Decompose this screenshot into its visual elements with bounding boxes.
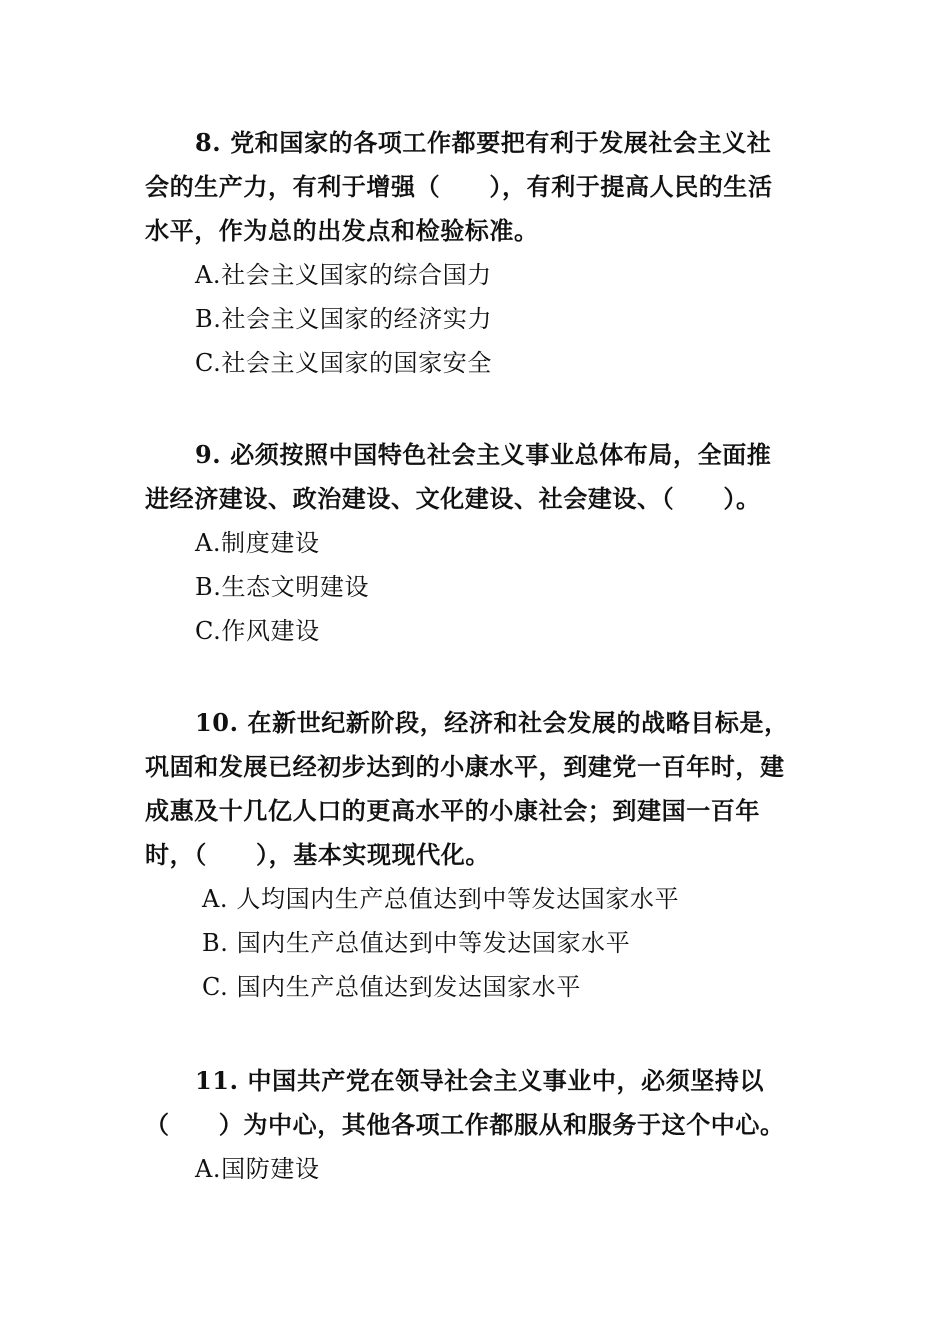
option-text: 社会主义国家的经济实力 <box>221 305 493 333</box>
option-key: C. <box>195 349 222 377</box>
option-a <box>145 253 795 297</box>
option-text: 制度建设 <box>221 529 320 557</box>
question-10 <box>145 701 795 1009</box>
option-key: A. <box>195 261 222 289</box>
option-b <box>145 565 795 609</box>
question-stem: 8. 党和国家的各项工作都要把有利于发展社会主义社会的生产力，有利于增强（ ），有利于提高人民的生活水平，作为总的出发点和检验标准。 <box>145 128 773 245</box>
option-key: C. <box>202 973 237 1001</box>
question-stem: 9. 必须按照中国特色社会主义事业总体布局，全面推进经济建设、政治建设、文化建设、社会建设、（ ）。 <box>145 440 772 513</box>
option-text: 人均国内生产总值达到中等发达国家水平 <box>236 885 680 913</box>
option-text: 社会主义国家的国家安全 <box>221 349 492 377</box>
option-text: 生态文明建设 <box>221 573 370 601</box>
question-8 <box>145 121 795 385</box>
option-c <box>145 965 795 1009</box>
option-key: B. <box>195 305 222 333</box>
option-text: 国防建设 <box>221 1155 320 1183</box>
option-b <box>145 921 795 965</box>
option-text: 国内生产总值达到中等发达国家水平 <box>236 929 631 957</box>
option-a <box>145 877 795 921</box>
option-key: A. <box>195 529 222 557</box>
question-9 <box>145 433 795 653</box>
option-b <box>145 297 795 341</box>
option-a <box>145 1147 795 1191</box>
option-a <box>145 521 795 565</box>
option-key: C. <box>195 617 222 645</box>
option-text: 国内生产总值达到发达国家水平 <box>236 973 581 1001</box>
option-text: 作风建设 <box>221 617 320 645</box>
question-11 <box>145 1059 795 1191</box>
question-stem: 11. 中国共产党在领导社会主义事业中，必须坚持以（ ）为中心，其他各项工作都服从和服务于这个中心。 <box>145 1066 785 1139</box>
option-key: A. <box>195 1155 222 1183</box>
option-c <box>145 341 795 385</box>
option-text: 社会主义国家的综合国力 <box>221 261 492 289</box>
option-c <box>145 609 795 653</box>
option-key: B. <box>195 573 222 601</box>
question-stem: 10. 在新世纪新阶段，经济和社会发展的战略目标是，巩固和发展已经初步达到的小康水平，到建党一百年时，建成惠及十几亿人口的更高水平的小康社会；到建国一百年时，（ ），基本实现现代化。 <box>145 708 789 869</box>
option-key: B. <box>202 929 237 957</box>
option-key: A. <box>202 885 237 913</box>
